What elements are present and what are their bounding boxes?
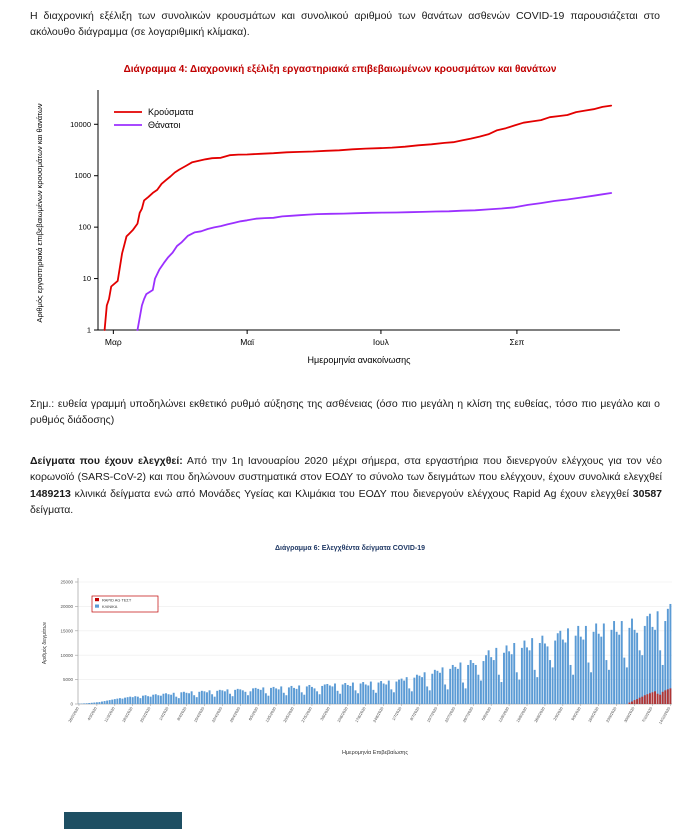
x-tick-label: 24/6/2020	[372, 706, 385, 724]
x-tick-label: 22/4/2020	[211, 706, 224, 724]
x-tick-label: 7/10/2020	[641, 706, 654, 724]
chart2-canvas	[36, 556, 686, 761]
chart1-series-line-0	[105, 106, 612, 330]
x-tick-label: Ιουλ	[372, 337, 389, 347]
intro-paragraph: Η διαχρονική εξέλιξη των συνολικών κρουσμάτων και συνολικού αριθμού των θανάτων ασθενών COVID-19 παρουσιάζεται στο ακόλουθο διάγραμμα (σε λογαριθμική κλίμακα).	[30, 10, 660, 39]
x-tick-label: 5/8/2020	[481, 706, 493, 722]
x-tick-label: 19/8/2020	[515, 706, 528, 724]
x-tick-label: 27/5/2020	[300, 706, 313, 724]
x-tick-label: 29/4/2020	[229, 706, 242, 724]
x-tick-label: 29/7/2020	[462, 706, 475, 724]
x-tick-label: 12/8/2020	[498, 706, 510, 724]
chart1-title: Διάγραμμα 4: Διαχρονική εξέλιξη εργαστηριακά επιβεβαιωμένων κρουσμάτων και θανάτων	[123, 64, 557, 75]
y-tick-label: 100	[78, 222, 91, 232]
y-tick-label: 1	[86, 325, 91, 335]
x-tick-label: 22/7/2020	[444, 706, 457, 724]
samples-paragraph	[30, 453, 662, 518]
x-tick-label: 11/3/2020	[103, 706, 116, 723]
x-tick-label: 25/3/2020	[139, 706, 152, 724]
clinical-samples-count: 1489213	[30, 487, 71, 500]
x-tick-label: 2/9/2020	[552, 706, 564, 722]
x-tick-label: 18/3/2020	[121, 706, 134, 724]
x-tick-label: 26/2/2020	[67, 706, 80, 724]
chart1-ylabel: Αριθμός εργαστηριακά επιβεβαιωμένων κρουσμάτων και θανάτων	[35, 103, 44, 323]
x-tick-label: 20/5/2020	[282, 706, 295, 724]
chart1-legend-label-0: Κρούσματα	[148, 107, 194, 117]
chart1-series-line-1	[138, 193, 612, 330]
x-tick-label: Σεπ	[509, 337, 525, 347]
x-tick-label: 15/7/2020	[426, 706, 439, 724]
legend-label-0: RAPID AG ΤΕΣΤ	[102, 597, 132, 603]
y-tick-label: 10	[82, 274, 91, 284]
x-tick-label: 10/6/2020	[336, 706, 349, 724]
y-tick-label: 10000	[70, 119, 91, 129]
legend-swatch-1	[95, 605, 99, 608]
x-tick-label: 15/4/2020	[193, 706, 206, 724]
x-tick-label: 16/9/2020	[587, 706, 600, 724]
legend-label-1: ΚΛΙΝΙΚΑ	[102, 603, 118, 609]
x-tick-label: 8/4/2020	[176, 706, 188, 722]
x-tick-label: 3/6/2020	[319, 706, 331, 722]
chart1-canvas	[28, 78, 648, 388]
x-tick-label: 30/9/2020	[623, 706, 636, 724]
y-tick-label: 20000	[60, 604, 73, 609]
methodology-note: Σημ.: ευθεία γραμμή υποδηλώνει εκθετικό ρυθμό αύξησης της ασθένειας (όσο πιο μεγάλη η κλίση της ευθείας, τόσο πιο μεγάλο και ο ρυθμός διάδοσης)	[30, 398, 660, 427]
y-tick-label: 15000	[60, 628, 73, 634]
y-tick-label: 1000	[74, 171, 91, 181]
x-tick-label: 1/4/2020	[158, 706, 170, 722]
chart2-title: Διάγραμμα 6: Ελεγχθέντα δείγματα COVID-19	[274, 545, 426, 552]
chart1-xlabel: Ημερομηνία ανακοίνωσης	[307, 355, 411, 365]
x-tick-label: 8/7/2020	[409, 706, 421, 722]
y-tick-label: 5000	[62, 677, 73, 683]
y-tick-label: 10000	[60, 652, 73, 658]
x-tick-label: 26/8/2020	[533, 706, 546, 724]
samples-text-2: κλινικά δείγματα ενώ από Μονάδες Υγείας και Κλιμάκια του ΕΟΔΥ που διενεργούν ελέγχους Rapid Ag έχουν ελεγχθεί	[70, 487, 633, 500]
x-tick-label: 23/9/2020	[605, 706, 618, 724]
y-tick-label: 25000	[60, 579, 73, 585]
x-tick-label: 6/5/2020	[248, 706, 260, 722]
clinical-samples-bars	[78, 604, 671, 704]
samples-text-3: δείγματα.	[30, 503, 74, 516]
samples-lead: Δείγματα που έχουν ελεγχθεί:	[30, 455, 183, 467]
chart2-xlabel: Ημερομηνία Επιβεβαίωσης	[342, 750, 408, 756]
x-tick-label: 17/6/2020	[354, 706, 367, 724]
chart2-ylabel: Αριθμός δειγμάτων	[42, 621, 48, 665]
x-tick-label: Μαρ	[104, 337, 122, 347]
x-tick-label: 9/9/2020	[570, 706, 582, 722]
rapid-samples-count: 30587	[632, 487, 662, 500]
x-tick-label: 14/10/2020	[658, 706, 672, 725]
footer-bar	[64, 812, 182, 829]
chart1-legend-label-1: Θάνατοι	[148, 120, 181, 130]
y-tick-label: 0	[70, 701, 73, 707]
samples-text-1: Από την 1η Ιανουαρίου 2020 μέχρι σήμερα, στα εργαστήρια που διενεργούν ελέγχους για τον νέο κορωνοϊό (SARS-CoV-2) και που δηλώνουν συστηματικά στον ΕΟΔΥ το σύνολο των δειγμάτων που ελέγχουν, έχουν συνολικά ελεγχθεί	[30, 455, 662, 484]
legend-swatch-0	[95, 598, 99, 601]
x-tick-label: 13/5/2020	[265, 706, 277, 724]
x-tick-label: Μαϊ	[240, 337, 255, 347]
chart2-legend	[92, 596, 158, 612]
x-tick-label: 1/7/2020	[391, 706, 403, 722]
x-tick-label: 4/3/2020	[86, 706, 98, 722]
